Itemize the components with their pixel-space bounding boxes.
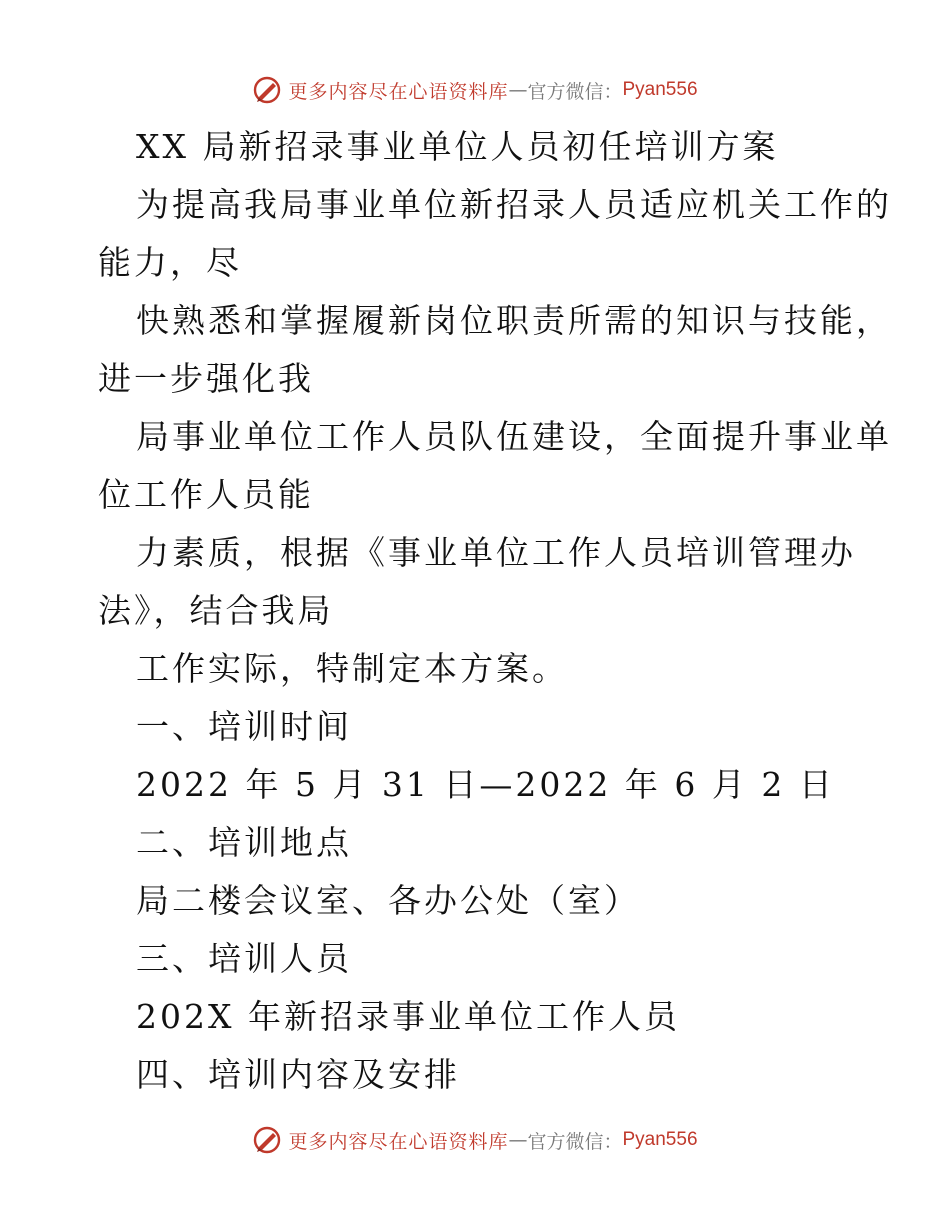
paragraph-line: 工作实际，特制定本方案。 xyxy=(136,649,568,688)
paragraph-line: 局事业单位工作人员队伍建设，全面提升事业单 xyxy=(136,417,892,456)
document-title: XX 局新招录事业单位人员初任培训方案 xyxy=(136,127,779,166)
watermark-wechat-label: 官方微信： xyxy=(527,80,623,103)
section-heading-time: 一、培训时间 xyxy=(136,707,352,746)
watermark-main-text: 更多内容尽在心语资料库 xyxy=(288,80,509,103)
watermark-wechat-label: 官方微信： xyxy=(527,1130,623,1153)
paragraph-line: 进一步强化我 xyxy=(98,359,314,398)
paragraph-line: 为提高我局事业单位新招录人员适应机关工作的 xyxy=(136,185,892,224)
training-location: 局二楼会议室、各办公处（室） xyxy=(136,881,640,920)
watermark-header xyxy=(0,68,950,112)
paragraph-line: 法》，结合我局 xyxy=(98,591,334,630)
watermark-main-text: 更多内容尽在心语资料库 xyxy=(288,1130,509,1153)
watermark-dash: — xyxy=(508,1129,528,1151)
section-heading-location: 二、培训地点 xyxy=(136,823,352,862)
paragraph-line: 快熟悉和掌握履新岗位职责所需的知识与技能， xyxy=(136,301,892,340)
watermark-footer xyxy=(0,1118,950,1162)
paragraph-line: 位工作人员能 xyxy=(98,475,314,514)
training-personnel: 202X 年新招录事业单位工作人员 xyxy=(136,997,680,1036)
section-heading-personnel: 三、培训人员 xyxy=(136,939,352,978)
paragraph-line: 力素质，根据《事业单位工作人员培训管理办 xyxy=(136,533,856,572)
pen-logo-icon xyxy=(252,1125,282,1155)
paragraph-line: 能力，尽 xyxy=(98,243,242,282)
pen-logo-icon xyxy=(252,75,282,105)
training-date: 2022 年 5 月 31 日—2022 年 6 月 2 日 xyxy=(136,765,835,804)
section-heading-content: 四、培训内容及安排 xyxy=(136,1055,460,1094)
watermark-wechat-id: Pyan556 xyxy=(622,79,698,100)
watermark-wechat-id: Pyan556 xyxy=(622,1129,698,1150)
watermark-dash: — xyxy=(508,79,528,101)
